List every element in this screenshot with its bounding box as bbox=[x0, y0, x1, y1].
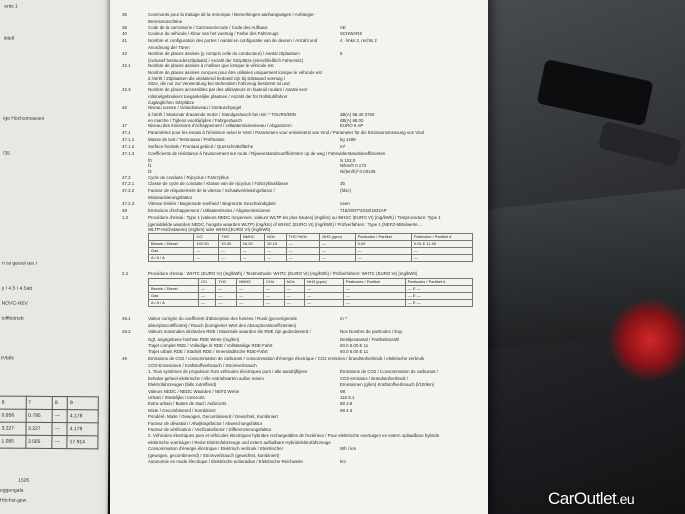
left-table-cell: 4.178 bbox=[67, 410, 98, 423]
emissions-table-cell: — bbox=[284, 292, 305, 299]
carOutlet-watermark bbox=[548, 489, 634, 509]
emissions-table-cell: 20.10 bbox=[265, 240, 287, 247]
field-label: Sitze, die nur zur Verwendung bei stehendem Fahrzeug bestimmt ist und bbox=[148, 81, 290, 87]
field-value: kg 1489 bbox=[340, 137, 356, 142]
section-number: 47.2 bbox=[122, 174, 131, 180]
field-value: (fdsc) bbox=[340, 188, 351, 194]
emissions-table-cell: NMHC bbox=[237, 278, 264, 285]
emissions-table-cell: — bbox=[411, 254, 472, 261]
emissions-table-cell: Gas bbox=[149, 292, 199, 299]
emissions-table-cell: A / A / A bbox=[149, 254, 194, 261]
emissions-table-cell: NH3 (ppm) bbox=[320, 233, 355, 240]
left-page-text: NOVC-HEV bbox=[1, 300, 29, 307]
emissions-table-cell: — bbox=[264, 292, 285, 299]
left-table-row bbox=[0, 409, 98, 423]
left-table-cell: — bbox=[52, 410, 67, 423]
emissions-table-cell: — bbox=[219, 247, 241, 254]
left-table-row bbox=[0, 396, 98, 410]
field-value: 5 bbox=[340, 50, 343, 56]
field-value: CO2-emissies / Brandstofverbruik / bbox=[340, 375, 409, 381]
emissions-table-cell: Benzin / Diesel bbox=[149, 285, 199, 292]
field-label: CO2-Emissionen / Kraftstoffverbrauch / Stromverbrauch bbox=[148, 362, 257, 368]
field-label: Emissions de CO2 / consommation de carburant / consommation d'énergie électrique / CO2 emissies / brandstofverbruik / elektrische verbruik bbox=[148, 355, 425, 361]
emissions-table-cell: — bbox=[320, 254, 355, 261]
field-label: Consommation d'énergie électrique / Elektrisch verbruik / Elektrischer bbox=[148, 446, 284, 452]
left-table-cell: 8 bbox=[52, 397, 67, 410]
section-number: 41 bbox=[122, 38, 127, 44]
section-number: 47.2.2 bbox=[122, 188, 135, 194]
emissions-table-row bbox=[149, 285, 473, 292]
field-value: dB(A) 68.00 bbox=[340, 117, 364, 123]
emissions-table-cell: — bbox=[199, 285, 216, 292]
emissions-table-cell: — bbox=[284, 285, 305, 292]
emissions-table-cell: Particules / Partikel # bbox=[405, 278, 472, 285]
left-table-cell: — bbox=[52, 423, 67, 436]
left-table-cell: 0.795 bbox=[26, 409, 53, 422]
emissions-table-cell: CO bbox=[194, 233, 219, 240]
field-label: Emissions d'échappement / Uitlaatemissies / Abgasemissionen bbox=[148, 207, 271, 213]
field-label: Vitesse limitée / Begrensde snelheid / Begrenzte Geschwindigkeit bbox=[148, 200, 276, 206]
emissions-table-cell: NOx bbox=[284, 278, 305, 285]
left-page-text: n ist gewol ren / bbox=[1, 260, 38, 267]
emissions-table-cell: NH3 (ppm) bbox=[305, 278, 344, 285]
emissions-table-cell: — bbox=[355, 247, 411, 254]
section-number: 47.2.1 bbox=[122, 181, 135, 187]
field-label: Niveau sonore / Geluidsniveau / Geräuschpegel bbox=[148, 105, 242, 111]
field-value: m⁻¹ bbox=[340, 315, 348, 321]
left-table-cell: 4.178 bbox=[67, 423, 98, 436]
section-number: 36 bbox=[122, 12, 127, 17]
emissions-table-cell: — bbox=[199, 299, 216, 306]
field-label: Paramètres pour les essais à l'émission selon le Vent / Parameters voor emissietest van Vind / Parameter für die Emissionsmessung von Vind bbox=[148, 130, 424, 136]
left-document-page bbox=[0, 0, 112, 514]
emissions-table-row bbox=[149, 278, 473, 285]
emissions-table-cell: — bbox=[320, 240, 355, 247]
field-value: 715/2007*2018/1832AP bbox=[340, 207, 387, 213]
emissions-table-cell: Particules / Partikel # bbox=[411, 233, 472, 240]
left-page-footer: eggengala bbox=[0, 487, 24, 494]
field-value: 3b bbox=[340, 181, 345, 187]
emissions-table-cell: — bbox=[343, 292, 405, 299]
field-label: elektrische voertuigen / Reine Elektrofahrzeuge und extern aufladbare Hybridelektrofahrzeuge bbox=[148, 439, 331, 445]
field-label: Cycle de conduite / Rijcyclus / Fahrzyklus bbox=[148, 174, 229, 180]
emissions-table-cell bbox=[149, 233, 194, 240]
emissions-table-cell: Benzin / Diesel bbox=[149, 240, 194, 247]
emissions-table-cell: — bbox=[286, 240, 320, 247]
field-label: 2. Véhicules électriques purs et véhicules électriques hybrides rechargeables de l'extérieur / Puur elektrische voertuigen en extern oplaadbare hybride bbox=[148, 433, 440, 439]
left-page-text: toffbetrieb bbox=[1, 315, 24, 322]
left-page-table bbox=[0, 396, 99, 450]
emissions-table-cell: — bbox=[343, 299, 405, 306]
field-value: N/km/h 0.173 bbox=[340, 163, 367, 169]
field-value: 60.0 6.00 E 11 bbox=[340, 342, 369, 348]
field-label: Ggf. angegebene höchste RDE Werte (mg/km) bbox=[148, 336, 240, 342]
emissions-table-row bbox=[149, 292, 473, 299]
field-label: Code de la carrosserie / Carrosseriecode / Code des Aufbaus bbox=[148, 24, 268, 30]
emissions-table-cell: 102.90 bbox=[194, 240, 219, 247]
emissions-table-row bbox=[149, 240, 473, 247]
left-table-cell: 0.956 bbox=[0, 409, 26, 422]
field-value: AE bbox=[340, 24, 346, 30]
emissions-table-cell: — bbox=[265, 254, 287, 261]
procedure-label: Procédure d'essai : WHTC (EURO VI) (mg/kWh) / Testmethode: WHTC (EURO VI) (mg/kWh) / Prüfverfahren: WHTC (EURO VI) (mg/kWh) bbox=[148, 270, 418, 276]
field-label: Valeurs NEDC / NEDC Waarden / NEFZ Werte bbox=[148, 388, 240, 394]
left-table-cell: 17.914 bbox=[67, 436, 98, 449]
field-label: Valeur corrigée du coefficient d'absorption des fumées / Rook (gecorrigeerde bbox=[148, 315, 298, 321]
emissions-table-cell: THC bbox=[219, 233, 241, 240]
emissions-table-cell: A / A / A bbox=[149, 299, 199, 306]
emissions-table-cell: — bbox=[216, 292, 237, 299]
field-label: zugänglichen Sitzplätze bbox=[148, 99, 195, 105]
emissions-table-cell: Particules / Partikel bbox=[355, 233, 411, 240]
emissions-table-row bbox=[149, 247, 473, 254]
field-label: Urbain / Stedelijke / Innerorts bbox=[148, 394, 205, 400]
left-table-cell: 9 bbox=[67, 397, 98, 410]
field-value: dB(A) 68.40 3750 bbox=[340, 112, 375, 117]
left-table-cell: 3.227 bbox=[26, 422, 53, 435]
field-label: Masse de test / Testmassa / Prüfmasse bbox=[148, 137, 225, 142]
emissions-table-cell: — bbox=[305, 292, 344, 299]
field-label: behalve geheel elektrische / Alle Antriebsarten außer reinen bbox=[148, 375, 264, 381]
field-label: Classe de cycle de conduite / Klasse van de rijcyclus / Fahrzyklusklasse bbox=[148, 181, 289, 187]
left-table-cell: — bbox=[52, 436, 67, 449]
field-label: Trajet complet RDE / Volledige rit RDE / Vollständige RDE-Fahrt bbox=[148, 342, 273, 348]
field-label: Nombre de places accessibles par des utilisateurs en fauteuil roulant / Aantal voor bbox=[148, 87, 308, 92]
field-label: Couleur du véhicule / Kleur van het voertuig / Farbe des Fahrzeugs bbox=[148, 31, 279, 37]
emissions-table-cell: — bbox=[216, 285, 237, 292]
emissions-table bbox=[148, 278, 473, 307]
field-value: m² bbox=[340, 143, 346, 149]
section-number: 42.3 bbox=[122, 87, 131, 92]
emissions-table-cell: CH4 bbox=[264, 278, 285, 285]
emissions-table-cell: Gas bbox=[149, 247, 194, 254]
field-label: Nombre de places assises à n'utiliser que lorsque le véhicule est bbox=[148, 63, 274, 69]
field-value: km bbox=[340, 458, 346, 464]
emissions-table-cell: — E — bbox=[405, 292, 472, 299]
watermark-tld: .eu bbox=[616, 491, 635, 507]
emissions-table-cell: — E — bbox=[405, 299, 472, 306]
section-number: 40 bbox=[122, 31, 127, 37]
field-label: absorptiecoëfficiënt) / Rauch (korrigierter Wert des Absorptionskoeffizienten) bbox=[148, 322, 297, 328]
left-page-text: /35 bbox=[2, 150, 10, 157]
left-page-text: ititelt bbox=[3, 35, 15, 42]
section-number: 47.1.2 bbox=[122, 143, 135, 149]
emissions-table-cell: — bbox=[286, 247, 320, 254]
field-label: rolstoelgebruikers toegankelijke plaatsen / Anzahl der für Rollstuhlfahrer bbox=[148, 93, 288, 99]
field-label: Facteur de vérification / Verificatiefactor / Differenzierungsfaktor bbox=[148, 426, 272, 432]
field-label: Facteur de réajustement de la vitesse / Schaalverkleiningsfactor / bbox=[148, 188, 275, 194]
emissions-table-cell: — bbox=[343, 285, 405, 292]
emissions-table-cell: — bbox=[286, 254, 320, 261]
section-number: 48 bbox=[122, 207, 127, 213]
field-label: Mixte / Gecombineerd / Kombiniert bbox=[148, 407, 216, 413]
field-label: Nombre de places assises conçues pour être utilisées uniquement lorsque le véhicule est bbox=[148, 70, 322, 76]
field-label: Surface frontale / Frontaal gebied / Querschnittsfläche bbox=[148, 143, 254, 149]
left-table-row bbox=[0, 422, 98, 436]
emissions-table-cell: 0.00 bbox=[355, 240, 411, 247]
emissions-table-cell: NOx bbox=[265, 233, 287, 240]
emissions-table-cell: 0.01 E 11.00 bbox=[411, 240, 472, 247]
left-page-text: P/MN bbox=[1, 355, 14, 362]
field-label: en marche / Tijdens voorbijrijden / Fahrgeräusch bbox=[148, 117, 242, 123]
emissions-table-cell: — E — bbox=[405, 285, 472, 292]
field-label: Miniaturisierungsfaktor bbox=[148, 195, 193, 201]
emissions-table-cell: — bbox=[216, 299, 237, 306]
emissions-table-cell: NMHC bbox=[240, 233, 264, 240]
field-label: Pondéré, Mixte / Gewogen, Gecombineerd / Gewichtet, Kombiniert bbox=[148, 414, 278, 420]
field-label: 1. Tous systèmes de propulsion hors véhicules électriques purs / alle aandrijflijnen bbox=[148, 369, 308, 375]
left-table-cell: 7 bbox=[26, 396, 53, 409]
emissions-table-cell: — bbox=[199, 292, 216, 299]
emissions-table-cell: — bbox=[284, 299, 305, 306]
section-number: 46 bbox=[122, 105, 127, 111]
field-label: Facteur de déviation / Afwijkingsfactor / Abweichungsfaktor bbox=[148, 420, 263, 426]
field-label: f0 bbox=[148, 157, 152, 163]
field-label: (gewogen, gecombineerd) / Stromverbrauch (gewichtet, kombiniert) bbox=[148, 452, 280, 458]
emissions-table-cell: — bbox=[305, 299, 344, 306]
left-page-text: ents 1 bbox=[4, 3, 18, 10]
emissions-table-cell: — bbox=[411, 247, 472, 254]
field-label: Commonts pour la traitage de la remorque / Bemerkingen aanhangwagen / Anhänger- bbox=[148, 12, 316, 17]
emissions-table-cell: THC+NOx bbox=[286, 233, 320, 240]
emissions-table-cell: — bbox=[219, 254, 241, 261]
section-number: 47 bbox=[122, 123, 127, 129]
field-label: Bremsmarschtine bbox=[148, 18, 183, 24]
field-value: Wh / km bbox=[340, 446, 357, 452]
field-value: 88 3.9 bbox=[340, 401, 353, 407]
field-label: Autonomie en mode électrique / Elektrische actieradius / Elektrische Reichweite bbox=[148, 458, 303, 464]
field-label: Extra-urbain / Buiten de stad / Außerorts bbox=[148, 401, 227, 407]
left-table-cell: 1.085 bbox=[0, 435, 26, 448]
field-label: WLTP-Höchstwerte) (mg/km) oder WHSC(EURO VI) (mg/kWh) bbox=[148, 227, 271, 233]
field-value: Nox Nombre de particules / Exp. bbox=[340, 329, 404, 335]
emissions-table-cell: CO bbox=[199, 278, 216, 285]
section-number: 1.2 bbox=[122, 214, 129, 220]
emissions-table-cell: 16.20 bbox=[240, 240, 264, 247]
field-value: 116 5.1 bbox=[340, 394, 355, 400]
left-table-cell: 6 bbox=[0, 396, 26, 409]
field-value: Émissions de CO2 / Consommation de carburant / bbox=[340, 369, 438, 375]
emissions-table-row bbox=[149, 233, 473, 240]
field-value: Emissionen (g/km) Kraftstoffverbrauch (l/100km) bbox=[340, 382, 435, 388]
field-label: Coefficients de résistance à l'avancement sur route / Rijweerstandscoëfficiënten op de weg / Fahrwiderstandskoeffizienten bbox=[148, 150, 386, 156]
section-number: 48.2 bbox=[122, 329, 131, 335]
emissions-table-row bbox=[149, 299, 473, 306]
emissions-table-cell: — bbox=[237, 292, 264, 299]
field-value: N 102.0 bbox=[340, 157, 356, 163]
emissions-table bbox=[148, 233, 473, 262]
emissions-table-cell: — bbox=[264, 299, 285, 306]
left-table-cell: 3.227 bbox=[0, 422, 26, 435]
field-label: Anordnung der Türen bbox=[148, 45, 190, 51]
field-label: à l'arrêt / Zitplaatsen die uitsluitend bedoeld zijn bij stilstaand voertuig / bbox=[148, 75, 286, 81]
emissions-table-cell: — bbox=[194, 254, 219, 261]
field-label: Trajet urbain RDE / Stadsrit RDE / Innerstädtische RDE-Fahrt bbox=[148, 349, 268, 355]
emissions-table-cell: — bbox=[355, 254, 411, 261]
emissions-table-cell: — bbox=[237, 285, 264, 292]
field-label: Valeurs maximales déclarées RDE / Maximale waarden die RDE zijn gedeclareerd / bbox=[148, 329, 311, 335]
section-number: 47.1 bbox=[122, 130, 131, 136]
emissions-table-cell: — bbox=[240, 247, 264, 254]
field-value: N/(km/h)² 0.03145 bbox=[340, 168, 376, 174]
field-label: (gemiddelde waarden NEDC, hoogste waarden WLTP) (mg/km) of WHSC (EURO VI) (mg/kWh) / Prüfverfahren : Type 1 (NEFZ-Mittelwerte ... bbox=[148, 221, 423, 227]
emissions-table-cell: — bbox=[305, 285, 344, 292]
left-table-cell: 2.565 bbox=[25, 435, 52, 448]
field-label: Elektrofahrzeugen (falls zutreffend) bbox=[148, 382, 217, 388]
section-number: 47.2.3 bbox=[122, 200, 135, 206]
watermark-brand: CarOutlet bbox=[548, 489, 617, 508]
field-value: 99 4.3 bbox=[340, 407, 353, 413]
left-page-text: ige Höchstmassen bbox=[3, 115, 45, 122]
emissions-table-cell: Particules / Partikel bbox=[343, 278, 405, 285]
field-label: Procédure d'essai : Type 1 (valeurs NEDC moyennes, valeurs WLTP les plus hautes) (mg/km) ou WHSC (EURO VI) (mg/kWh) / Testprocedure: Type 1 bbox=[148, 214, 441, 220]
field-value: Wt bbox=[340, 388, 346, 394]
section-number: 42 bbox=[122, 50, 127, 56]
field-label: à l'arrêt / Stationair draaiende motor / Standgeräusch bei min⁻¹ TOURS/MIN bbox=[148, 112, 296, 117]
section-number: 38 bbox=[122, 24, 127, 30]
section-number: 48.1 bbox=[122, 315, 131, 321]
emissions-table-cell: — bbox=[320, 247, 355, 254]
left-page-text: y / 4.5 / 4.5att bbox=[1, 285, 33, 292]
field-value: EURO 6 AP bbox=[340, 123, 364, 129]
field-value: SCHWARZ bbox=[340, 31, 363, 37]
left-page-footer: Höchst-gew bbox=[0, 497, 27, 504]
emissions-table-cell: — bbox=[237, 299, 264, 306]
section-number: 2.2 bbox=[122, 270, 129, 276]
emissions-table-cell: THC bbox=[216, 278, 237, 285]
field-value: Deeltjesaantal / Partikelanzahl bbox=[340, 336, 400, 342]
field-label: f1 bbox=[148, 163, 152, 169]
emissions-table-cell: — bbox=[240, 254, 264, 261]
emissions-table-row bbox=[149, 254, 473, 261]
section-number: 42.1 bbox=[122, 63, 131, 69]
field-value: neen bbox=[340, 200, 350, 206]
left-table-row bbox=[0, 435, 98, 449]
field-label: Nombre et configuration des portes / Aantal en configuratie van de deuren / Anzahl und bbox=[148, 38, 318, 44]
emissions-table-cell: — bbox=[194, 247, 219, 254]
emissions-table-cell: — bbox=[264, 285, 285, 292]
emissions-table-cell: — bbox=[265, 247, 287, 254]
field-label: f2 bbox=[148, 168, 152, 174]
section-number: 47.1.1 bbox=[122, 137, 135, 142]
emissions-table-cell: 19.30 bbox=[219, 240, 241, 247]
field-label: Nombre de places assises (y compris celle du conducteur) / Aantal zitplaatsen bbox=[148, 50, 300, 56]
field-label: Niveau des émissions d'échappement / Uitlaatemissieniveau / Abgasnorm bbox=[148, 123, 292, 129]
field-value: 60.0 6.00 E 11 bbox=[340, 349, 369, 355]
left-page-footer: 1526 bbox=[18, 477, 30, 484]
field-value: 4 · links 2, rechts 2 bbox=[340, 38, 377, 44]
section-number: 49 bbox=[122, 355, 127, 361]
emissions-table-cell bbox=[149, 278, 199, 285]
section-number: 47.1.3 bbox=[122, 150, 135, 156]
registration-document-page bbox=[110, 0, 488, 514]
field-label: (inclusief bestuurderszitplaats) / Anzahl der Sitzplätze (einschließlich Fahrersitz) bbox=[148, 57, 304, 63]
